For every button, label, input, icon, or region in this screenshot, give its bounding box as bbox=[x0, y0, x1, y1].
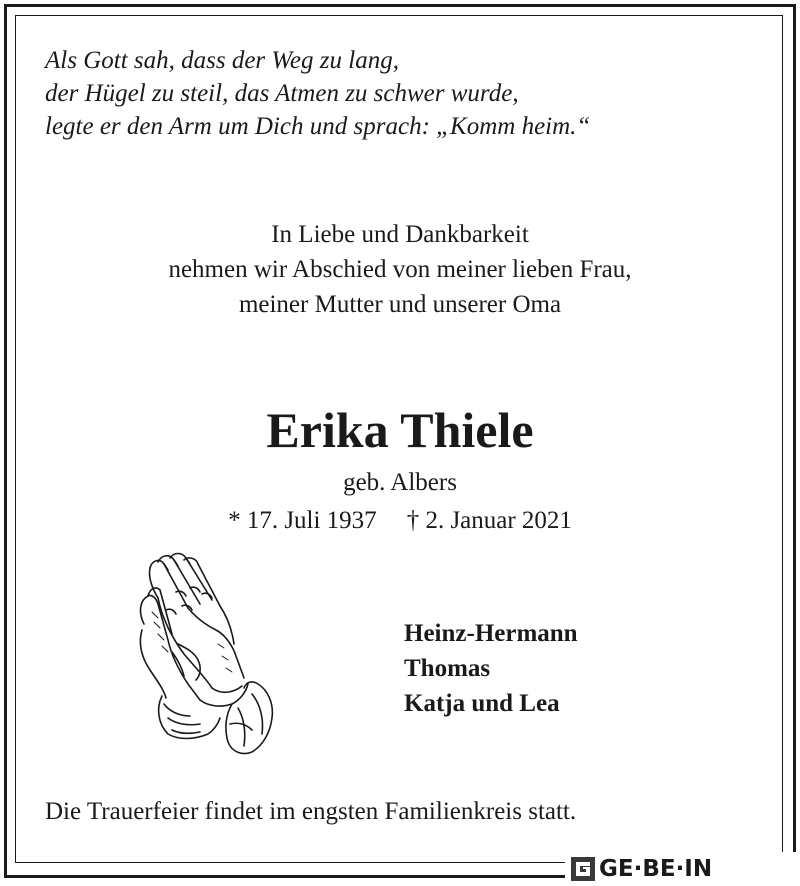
life-dates bbox=[0, 505, 800, 537]
death-date: † 2. Januar 2021 bbox=[406, 507, 572, 534]
intro-text bbox=[0, 217, 800, 322]
poem-line: legte er den Arm um Dich und sprach: „Komm heim.“ bbox=[45, 113, 591, 140]
intro-line: nehmen wir Abschied von meiner lieben Frau, bbox=[168, 256, 632, 283]
mourner-name: Heinz-Hermann bbox=[404, 620, 578, 647]
intro-line: In Liebe und Dankbarkeit bbox=[271, 221, 529, 248]
funeral-notice: Die Trauerfeier findet im engsten Familienkreis statt. bbox=[45, 798, 577, 825]
birth-date: * 17. Juli 1937 bbox=[228, 507, 377, 534]
poem-line: Als Gott sah, dass der Weg zu lang, bbox=[45, 47, 399, 74]
poem bbox=[45, 44, 590, 143]
gebein-logo bbox=[565, 852, 797, 886]
poem-line: der Hügel zu steil, das Atmen zu schwer wurde, bbox=[45, 80, 519, 107]
mourner-name: Thomas bbox=[404, 655, 491, 682]
gebein-logo-icon bbox=[571, 857, 595, 881]
logo-text: GE·BE·IN bbox=[599, 856, 713, 882]
mourners bbox=[404, 616, 578, 721]
mourner-name: Katja und Lea bbox=[404, 690, 560, 717]
intro-line: meiner Mutter und unserer Oma bbox=[238, 291, 562, 318]
birth-name: geb. Albers bbox=[343, 469, 457, 496]
praying-hands-icon bbox=[128, 548, 278, 758]
deceased-name: Erika Thiele bbox=[266, 402, 534, 458]
